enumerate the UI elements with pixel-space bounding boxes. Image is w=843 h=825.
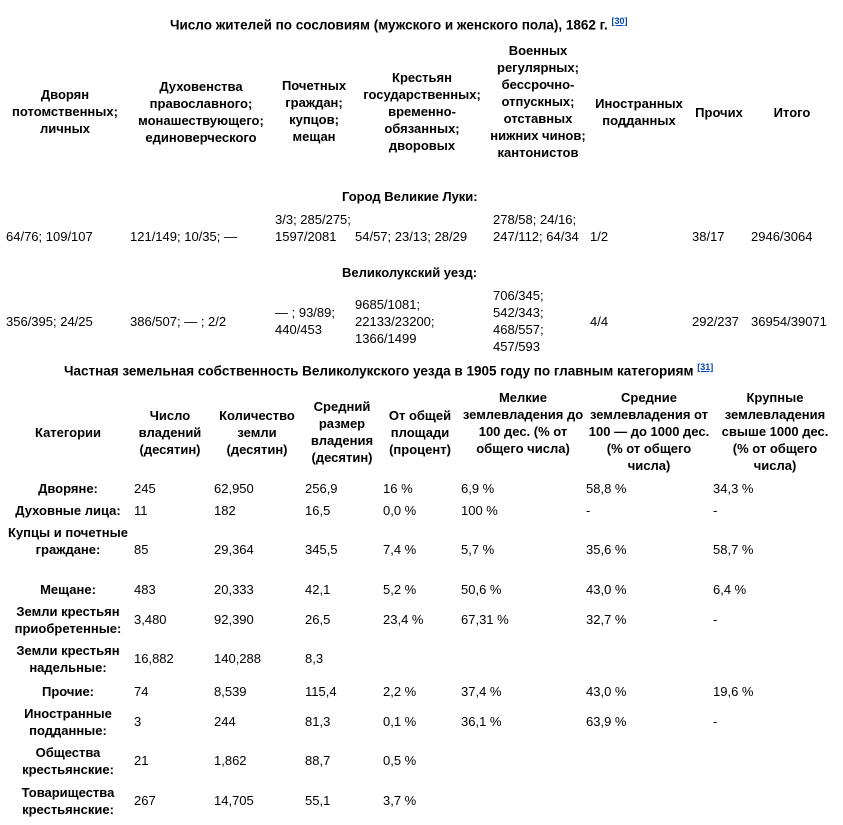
table2-cell-land: 62,950 — [214, 481, 254, 496]
table2-cell-count: 11 — [134, 503, 148, 518]
table2-cell-avg: 345,5 — [305, 542, 338, 557]
table2-cell-count: 267 — [134, 793, 156, 808]
table1-cell-clergy: 386/507; — ; 2/2 — [130, 314, 227, 329]
table2-row-label: Иностранные подданные: — [24, 706, 112, 738]
table2-cell-land: 20,333 — [214, 582, 254, 597]
table1-header-foreign: Иностранных подданных — [595, 96, 683, 128]
table1-cell-other: 38/17 — [692, 229, 725, 244]
table2-header-share: От общей площади (процент) — [388, 408, 452, 457]
table2-cell-large: - — [713, 612, 718, 627]
table1-cell-clergy: 121/149; 10/35; — — [130, 229, 237, 244]
table2-cell-avg: 8,3 — [305, 651, 324, 666]
table2-cell-medium: 43,0 % — [586, 684, 627, 699]
table2-cell-large: 6,4 % — [713, 582, 747, 597]
table2-cell-avg: 81,3 — [305, 714, 331, 729]
table2-cell-share: 16 % — [383, 481, 413, 496]
table2-cell-land: 140,288 — [214, 651, 261, 666]
table2-row-label: Земли крестьян приобретенные: — [14, 604, 122, 636]
table1-header-citizens: Почетных граждан; купцов; мещан — [281, 78, 347, 144]
table2-cell-small: 100 % — [461, 503, 498, 518]
table2-row-label: Прочие: — [42, 684, 94, 699]
table2-cell-count: 245 — [134, 481, 156, 496]
table1-cell-foreign: 4/4 — [590, 314, 609, 329]
table2-row-label: Купцы и почетные граждане: — [8, 525, 128, 557]
table2-cell-land: 92,390 — [214, 612, 254, 627]
table1-cell-foreign: 1/2 — [590, 229, 609, 244]
table2-cell-avg: 42,1 — [305, 582, 331, 597]
table2-cell-large: 58,7 % — [713, 542, 754, 557]
table2-row-label: Духовные лица: — [15, 503, 121, 518]
table1-cell-citizens: 3/3; 285/275; 1597/2081 — [275, 212, 351, 244]
table2-cell-count: 483 — [134, 582, 156, 597]
table2-header-avg: Средний размер владения (десятин) — [310, 399, 374, 465]
table2-title: Частная земельная собственность Великолукского уезда в 1905 году по главным категориям [31] — [64, 362, 714, 379]
table2-header-small: Мелкие землевладения до 100 дес. (% от общего числа) — [462, 390, 584, 456]
table2-cell-land: 29,364 — [214, 542, 254, 557]
table2-cell-share: 3,7 % — [383, 793, 417, 808]
table1-cell-total: 2946/3064 — [751, 229, 813, 244]
table2-cell-avg: 26,5 — [305, 612, 331, 627]
table2-row-label: Общества крестьянские: — [22, 745, 114, 777]
table2-row-label: Мещане: — [40, 582, 96, 597]
table2-cell-large: 34,3 % — [713, 481, 754, 496]
table2-cell-large: - — [713, 503, 718, 518]
table1-cell-other: 292/237 — [692, 314, 739, 329]
table2-cell-avg: 115,4 — [305, 684, 337, 699]
table2-cell-avg: 256,9 — [305, 481, 338, 496]
table1-title: Число жителей по сословиям (мужского и женского пола), 1862 г. [30] — [170, 16, 628, 33]
table2-cell-land: 244 — [214, 714, 236, 729]
table2-cell-medium: 63,9 % — [586, 714, 627, 729]
table2-cell-land: 182 — [214, 503, 236, 518]
table2-header-category: Категории — [34, 425, 102, 440]
table2-cell-avg: 16,5 — [305, 503, 331, 518]
table2-header-medium: Средние землевладения от 100 — до 1000 дес. (% от общего числа) — [588, 390, 710, 473]
table2-cell-medium: 32,7 % — [586, 612, 627, 627]
table1-cell-nobles: 64/76; 109/107 — [6, 229, 93, 244]
table2-cell-medium: 35,6 % — [586, 542, 627, 557]
table2-cell-share: 7,4 % — [383, 542, 417, 557]
table2-cell-land: 1,862 — [214, 753, 247, 768]
table2-cell-count: 3 — [134, 714, 142, 729]
table2-cell-medium: 58,8 % — [586, 481, 627, 496]
table2-header-large: Крупные землевладения свыше 1000 дес. (% от общего числа) — [721, 390, 829, 473]
table1-header-nobles: Дворян потомственных; личных — [12, 87, 118, 136]
table2-row-label: Товарищества крестьянские: — [21, 785, 115, 817]
table1-cell-citizens: — ; 93/89; 440/453 — [275, 305, 335, 337]
table2-cell-small: 67,31 % — [461, 612, 509, 627]
table2-cell-large: - — [713, 714, 718, 729]
table2-cell-land: 8,539 — [214, 684, 247, 699]
table2-cell-share: 5,2 % — [383, 582, 417, 597]
table1-reference-link[interactable]: [30] — [611, 16, 628, 26]
table2-cell-count: 85 — [134, 542, 149, 557]
table1-cell-peasants: 9685/1081; 22133/23200; 1366/1499 — [355, 297, 435, 346]
table2-row-label: Дворяне: — [38, 481, 98, 496]
table1-cell-nobles: 356/395; 24/25 — [6, 314, 93, 329]
table1-header-total: Итого — [773, 105, 811, 120]
table2-cell-small: 5,7 % — [461, 542, 495, 557]
table2-cell-small: 37,4 % — [461, 684, 502, 699]
table2-cell-avg: 55,1 — [305, 793, 331, 808]
table2-cell-share: 0,1 % — [383, 714, 417, 729]
table1-cell-peasants: 54/57; 23/13; 28/29 — [355, 229, 468, 244]
table2-cell-land: 14,705 — [214, 793, 254, 808]
table1-cell-military: 278/58; 24/16; 247/112; 64/34 — [493, 212, 579, 244]
table2-cell-count: 16,882 — [134, 651, 174, 666]
table2-reference-link[interactable]: [31] — [697, 362, 714, 372]
table2-cell-count: 21 — [134, 753, 149, 768]
table1-section-title: Великолукский уезд: — [342, 265, 478, 280]
table2-cell-small: 50,6 % — [461, 582, 502, 597]
table2-cell-medium: 43,0 % — [586, 582, 627, 597]
table2-cell-share: 0,5 % — [383, 753, 417, 768]
table2-cell-large: 19,6 % — [713, 684, 754, 699]
table1-header-other: Прочих — [695, 105, 743, 120]
table1-section-title: Город Великие Луки: — [342, 189, 478, 204]
table2-header-count: Число владений (десятин) — [138, 408, 202, 457]
table2-cell-avg: 88,7 — [305, 753, 331, 768]
table2-row-label: Земли крестьян надельные: — [16, 643, 120, 675]
table2-header-land: Количество земли (десятин) — [219, 408, 295, 457]
table2-cell-small: 6,9 % — [461, 481, 495, 496]
table2-cell-count: 3,480 — [134, 612, 167, 627]
table2-cell-small: 36,1 % — [461, 714, 502, 729]
table1-header-clergy: Духовенства православного; монашествующего; единоверческого — [138, 79, 264, 145]
table1-header-military: Военных регулярных; бессрочно-отпускных; отставных нижних чинов; кантонистов — [490, 43, 586, 160]
table2-cell-share: 0,0 % — [383, 503, 417, 518]
table2-cell-share: 2,2 % — [383, 684, 417, 699]
table2-cell-share: 23,4 % — [383, 612, 424, 627]
table1-cell-total: 36954/39071 — [751, 314, 827, 329]
table2-cell-medium: - — [586, 503, 591, 518]
table1-header-peasants: Крестьян государственных; временно-обязанных; дворовых — [363, 70, 481, 153]
table2-cell-count: 74 — [134, 684, 149, 699]
table1-cell-military: 706/345; 542/343; 468/557; 457/593 — [493, 288, 544, 354]
